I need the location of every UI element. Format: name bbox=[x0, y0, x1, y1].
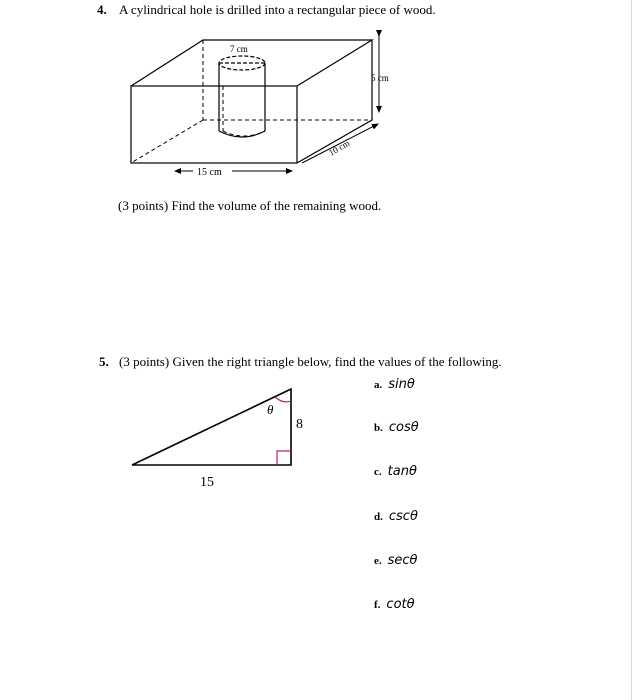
part-c-expr: tanθ bbox=[387, 464, 417, 479]
part-a-expr: sinθ bbox=[388, 377, 415, 392]
height-label: 5 cm bbox=[371, 73, 389, 83]
part-c-letter: c. bbox=[374, 466, 382, 478]
part-b-letter: b. bbox=[374, 422, 383, 434]
part-e-expr: secθ bbox=[387, 553, 418, 568]
part-c bbox=[374, 463, 417, 479]
part-e bbox=[374, 552, 418, 568]
vertical-leg-label: 8 bbox=[296, 417, 303, 432]
triangle bbox=[132, 389, 291, 465]
part-d-letter: d. bbox=[374, 511, 383, 523]
angle-label: θ bbox=[267, 402, 274, 417]
q5-number: 5. bbox=[99, 354, 109, 369]
length-label: 15 cm bbox=[197, 167, 222, 178]
right-triangle-figure bbox=[0, 380, 636, 530]
cylinder bbox=[219, 56, 265, 137]
horizontal-leg-label: 15 bbox=[200, 475, 214, 490]
right-angle-marker bbox=[277, 451, 291, 465]
part-d bbox=[374, 508, 418, 524]
part-b-expr: cosθ bbox=[388, 420, 419, 435]
q4-number: 4. bbox=[97, 2, 107, 17]
q4-prompt: (3 points) Find the volume of the remaining wood. bbox=[118, 198, 382, 213]
part-f bbox=[374, 596, 415, 612]
q5-text: (3 points) Given the right triangle below, find the values of the following. bbox=[119, 354, 502, 369]
part-f-expr: cotθ bbox=[386, 597, 415, 612]
part-a-letter: a. bbox=[374, 379, 383, 391]
box-cylinder-figure bbox=[0, 0, 636, 200]
depth-label: 10 cm bbox=[327, 137, 352, 158]
q4-text: A cylindrical hole is drilled into a rectangular piece of wood. bbox=[119, 2, 436, 17]
part-f-letter: f. bbox=[374, 599, 381, 611]
part-b bbox=[374, 419, 419, 435]
diameter-label: 7 cm bbox=[230, 44, 248, 54]
part-e-letter: e. bbox=[374, 555, 382, 567]
part-a bbox=[374, 376, 415, 392]
part-d-expr: cscθ bbox=[388, 509, 418, 524]
angle-arc bbox=[275, 397, 291, 402]
